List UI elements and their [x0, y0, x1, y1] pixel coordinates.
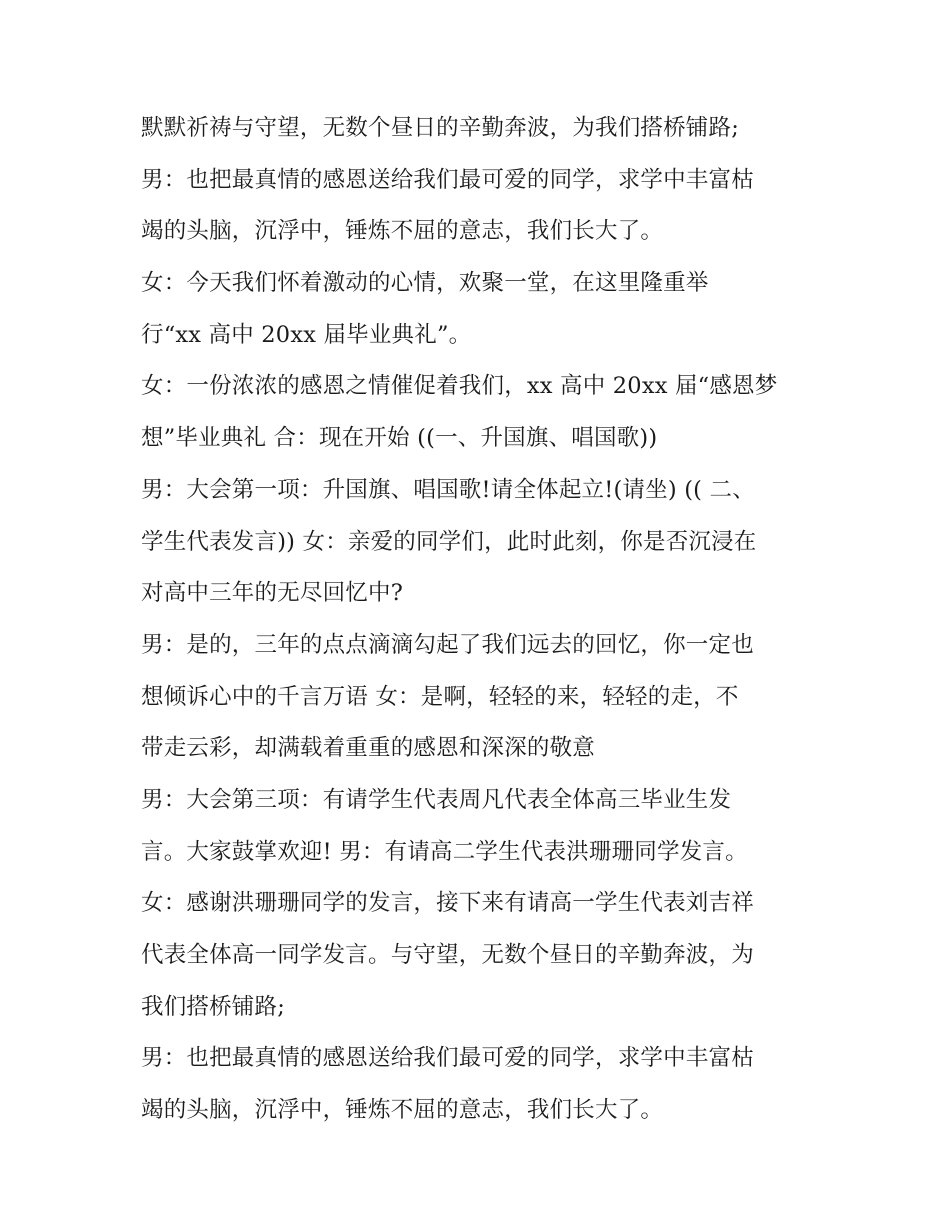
- text-line: 竭的头脑，沉浮中，锤炼不屈的意志，我们长大了。: [141, 218, 664, 245]
- text-line: 想”毕业典礼 合：现在开始 ((一、升国旗、唱国歌)): [141, 425, 658, 452]
- text-line: 想倾诉心中的千言万语 女：是啊，轻轻的来，轻轻的走，不: [141, 683, 739, 710]
- text-line: 行“xx 高中 20xx 届毕业典礼”。: [141, 321, 472, 348]
- text-line: 女：一份浓浓的感恩之情催促着我们，xx 高中 20xx 届“感恩梦: [141, 373, 778, 400]
- text-line: 男：也把最真情的感恩送给我们最可爱的同学，求学中丰富枯: [141, 166, 754, 193]
- text-line: 代表全体高一同学发言。与守望，无数个昼日的辛勤奔波，为: [141, 942, 754, 968]
- text-line: 男：也把最真情的感恩送给我们最可爱的同学，求学中丰富枯: [141, 1045, 754, 1072]
- text-line: 默默祈祷与守望，无数个昼日的辛勤奔波，为我们搭桥铺路;: [141, 115, 739, 141]
- text-line: 竭的头脑，沉浮中，锤炼不屈的意志，我们长大了。: [141, 1097, 664, 1124]
- text-line: 男：是的，三年的点点滴滴勾起了我们远去的回忆，你一定也: [141, 631, 754, 658]
- text-line: 言。大家鼓掌欢迎! 男：有请高二学生代表洪珊珊同学发言。: [141, 838, 748, 865]
- text-line: 学生代表发言)) 女：亲爱的同学们，此时此刻，你是否沉浸在: [141, 528, 757, 555]
- text-line: 男：大会第一项：升国旗、唱国歌!请全体起立!(请坐) (( 二、: [141, 476, 755, 503]
- text-line: 对高中三年的无尽回忆中?: [141, 580, 403, 607]
- text-line: 女：今天我们怀着激动的心情，欢聚一堂，在这里隆重举: [141, 270, 709, 297]
- text-line: 带走云彩，却满载着重重的感恩和深深的敬意: [141, 735, 596, 762]
- text-line: 女：感谢洪珊珊同学的发言，接下来有请高一学生代表刘吉祥: [141, 890, 754, 917]
- text-line: 男：大会第三项：有请学生代表周凡代表全体高三毕业生发: [141, 786, 732, 813]
- text-line: 我们搭桥铺路;: [141, 993, 285, 1020]
- document-body: [141, 103, 813, 1137]
